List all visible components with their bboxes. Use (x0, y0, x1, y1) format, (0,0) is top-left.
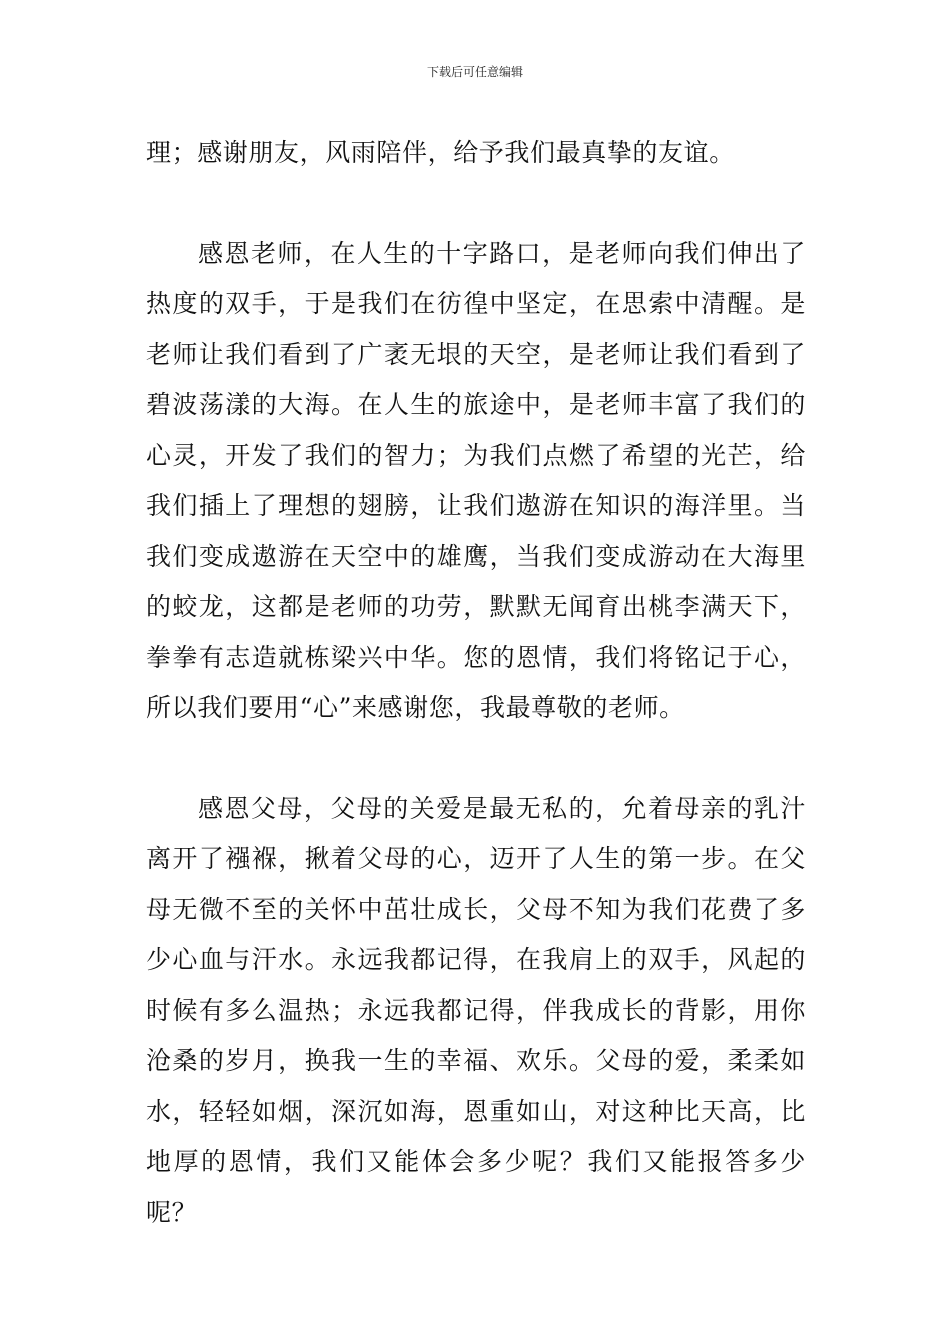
page-header: 下载后可任意编辑 (426, 65, 523, 79)
paragraph-teachers: 感恩老师，在人生的十字路口，是老师向我们伸出了热度的双手，于是我们在彷徨中坚定，在思索中清醒。是老师让我们看到了广袤无垠的天空，是老师让我们看到了碧波荡漾的大海。在人生的旅途中，是老师丰富了我们的心灵，开发了我们的智力；为我们点燃了希望的光芒，给我们插上了理想的翅膀，让我们遨游在知识的海洋里。当我们变成遨游在天空中的雄鹰，当我们变成游动在大海里的蛟龙，这都是老师的功劳，默默无闻育出桃李满天下，拳拳有志造就栋梁兴中华。您的恩情，我们将铭记于心，所以我们要用“心”来感谢您，我最尊敬的老师。 (146, 238, 806, 722)
document-body (146, 128, 806, 1238)
paragraph-continuation: 理；感谢朋友，风雨陪伴，给予我们最真挚的友谊。 (146, 138, 735, 167)
paragraph-parents: 感恩父母，父母的关爱是最无私的，允着母亲的乳汁离开了襁褓，揪着父母的心，迈开了人生的第一步。在父母无微不至的关怀中茁壮成长，父母不知为我们花费了多少心血与汗水。永远我都记得，在我肩上的双手，风起的时候有多么温热；永远我都记得，伴我成长的背影，用你沧桑的岁月，换我一生的幸福、欢乐。父母的爱，柔柔如水，轻轻如烟，深沉如海，恩重如山，对这种比天高，比地厚的恩情，我们又能体会多少呢？我们又能报答多少呢？ (146, 793, 806, 1227)
